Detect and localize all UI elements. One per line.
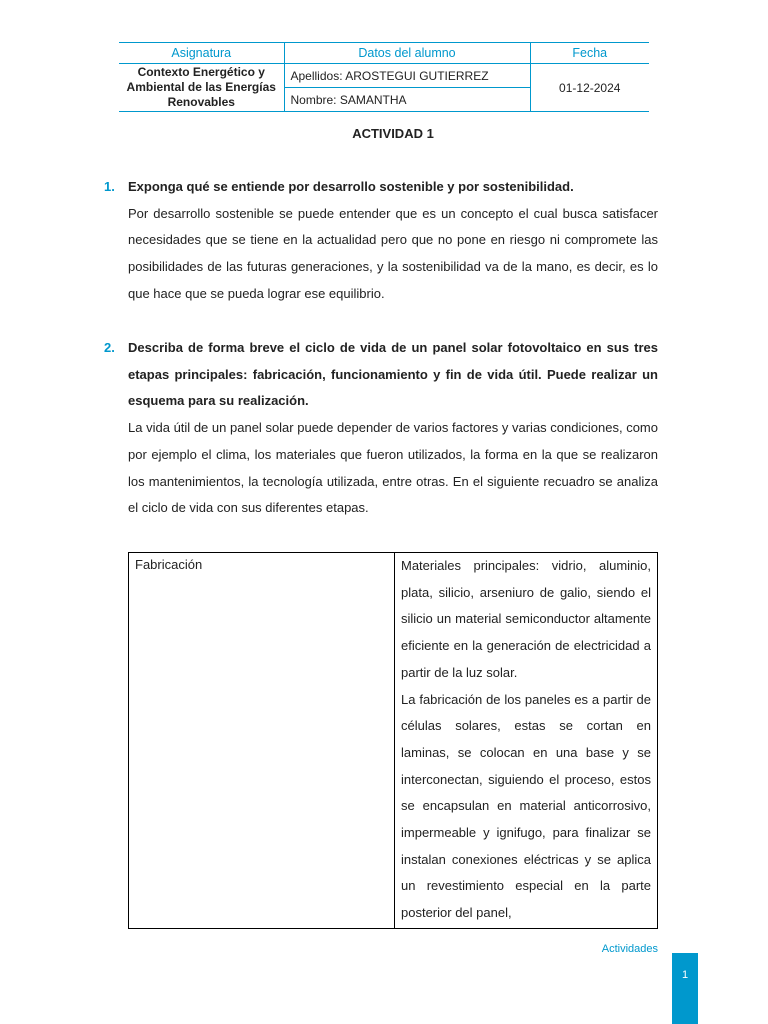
subject-name: Contexto Energético y Ambiental de las Energías Renovables — [119, 64, 284, 112]
question-text: Describa de forma breve el ciclo de vida de un panel solar fotovoltaico en sus tres etapas principales: fabricación, funcionamiento y fin de vida útil. Puede realizar un esquema para su realización. — [128, 340, 658, 409]
phase-description-paragraph: La fabricación de los paneles es a partir de células solares, estas se cortan en laminas, se colocan en una base y se interconectan, siguiendo el proceso, estos se encapsulan en material anticorrosivo, impermeable y ignifugo, para finalizar se instalan conexiones eléctricas y se aplica un revestimiento especial en la parte posterior del panel, — [401, 691, 651, 921]
header-col-subject: Asignatura — [119, 43, 284, 64]
student-surname: Apellidos: AROSTEGUI GUTIERREZ — [284, 64, 530, 88]
answer-text: La vida útil de un panel solar puede depender de varios factores y varias condiciones, como por ejemplo el clima, los materiales que fueron utilizados, la forma en la que se realizaron los mantenimientos, la tecnología utilizada, entre otras. En el siguiente recuadro se analiza el ciclo de vida con sus diferentes etapas. — [128, 420, 658, 516]
question-number: 2. — [104, 340, 115, 355]
phase-description — [395, 553, 658, 929]
question-text: Exponga qué se entiende por desarrollo sostenible y por sostenibilidad. — [128, 179, 574, 194]
answer-text: Por desarrollo sostenible se puede entender que es un concepto el cual busca satisfacer necesidades que se tiene en la actualidad pero que no pone en riesgo ni compromete las posibilidades de las futuras generaciones, y la sostenibilidad va de la mano, es decir, es lo que hace que se pueda lograr ese equilibrio. — [128, 205, 658, 301]
submission-date: 01-12-2024 — [530, 64, 649, 112]
header-table — [119, 42, 649, 112]
phase-name: Fabricación — [129, 553, 395, 929]
footer-section-label: Actividades — [601, 943, 658, 955]
table-row — [129, 553, 658, 929]
student-name: Nombre: SAMANTHA — [284, 88, 530, 112]
question-2 — [104, 335, 658, 522]
phase-description-paragraph: Materiales principales: vidrio, aluminio, plata, silicio, arseniuro de galio, siendo el silicio un material semiconductor altamente eficiente en la generación de electricidad a partir de la luz solar. — [401, 558, 651, 680]
question-1 — [104, 174, 658, 308]
question-number: 1. — [104, 179, 115, 194]
activity-title: ACTIVIDAD 1 — [352, 126, 434, 141]
header-col-date: Fecha — [530, 43, 649, 64]
life-cycle-table — [128, 552, 658, 929]
page-number: 1 — [672, 953, 698, 1024]
header-col-student: Datos del alumno — [284, 43, 530, 64]
